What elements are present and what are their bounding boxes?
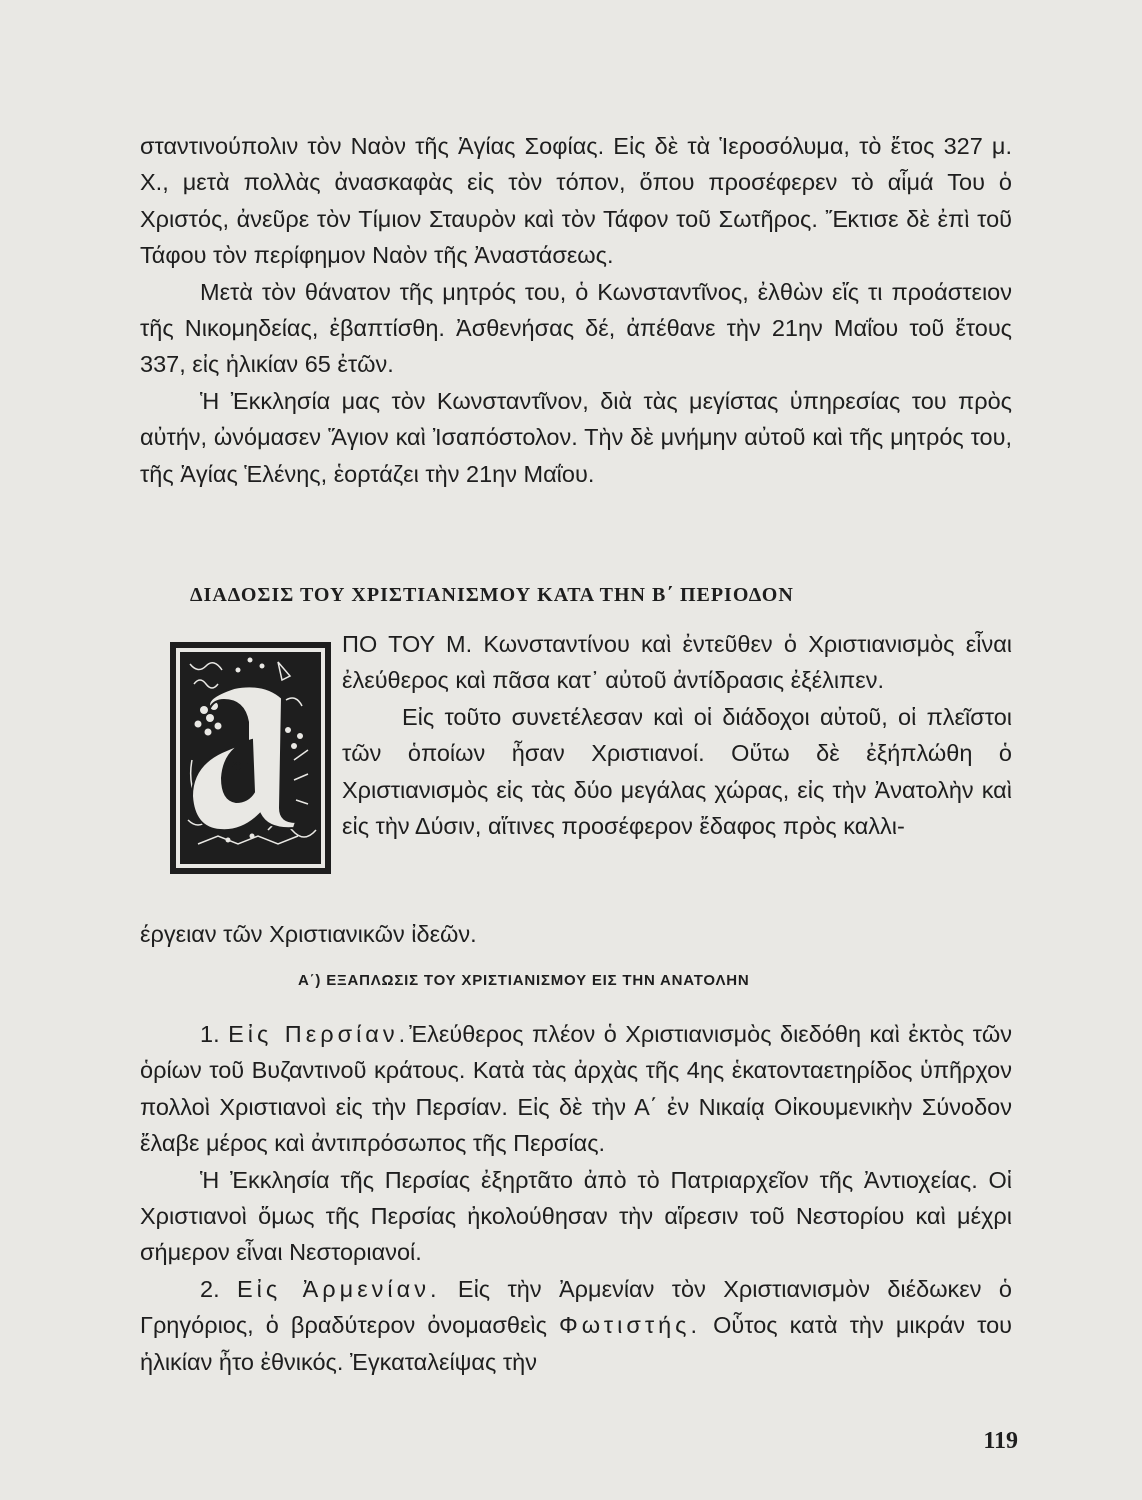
paragraph-constantine-death: Μετὰ τὸν θάνατον τῆς μητρός του, ὁ Κωνσταντῖνος, ἐλθὼν εἴς τι προάστειον τῆς Νικομηδείας, ἐβαπτίσθη. Ἀσθενήσας δέ, ἀπέθανε τὴν 21ην Μαΐου τοῦ ἔτους 337, εἰς ἡλικίαν 65 ἐτῶν. [140,278,1012,378]
east-spread-text [140,1016,1012,1380]
subsection-title: Α΄) ΕΞΑΠΛΩΣΙΣ ΤΟΥ ΧΡΙΣΤΙΑΝΙΣΜΟΥ ΕΙΣ ΤΗΝ ΑΝΑΤΟΛΗΝ [298,972,750,989]
paragraph-church-honors: Ἡ Ἐκκλησία μας τὸν Κωνσταντῖνον, διὰ τὰς μεγίστας ὑπηρεσίας του πρὸς αὐτήν, ὠνόμασεν Ἅγιον καὶ Ἰσαπόστολον. Τὴν δὲ μνήμην αὐτοῦ καὶ τῆς μητρός του, τῆς Ἁγίας Ἑλένης, ἑορτάζει τὴν 21ην Μαΐου. [140,387,1012,487]
paragraph-armenia [140,1271,1012,1380]
paragraph-hagia-sophia: σταντινούπολιν τὸν Ναὸν τῆς Ἁγίας Σοφίας. Εἰς δὲ τὰ Ἱεροσόλυμα, τὸ ἔτος 327 μ. Χ., μετὰ πολλὰς ἀνασκαφὰς εἰς τὸν τόπον, ὅπου προσέφερεν τὸ αἷμά Του ὁ Χριστός, ἀνεῦρε τὸν Τίμιον Σταυρὸν καὶ τὸν Τάφον τοῦ Σωτῆρος. Ἔκτισε δὲ ἐπὶ τοῦ Τάφου τὸν περίφημον Ναὸν τῆς Ἀναστάσεως. [140,133,1012,269]
paragraph-constantine-freedom: ΠΟ ΤΟΥ Μ. Κωνσταντίνου καὶ ἐντεῦθεν ὁ Χριστιανισμὸς εἶναι ἐλεύθερος καὶ πᾶσα κατ᾽ αὐτοῦ ἀντίδρασις ἐξέλιπεν. [342,631,1012,694]
paragraph-successors: Εἰς τοῦτο συνετέλεσαν καὶ οἱ διάδοχοι αὐτοῦ, οἱ πλεῖστοι τῶν ὁποίων ἦσαν Χριστιανοί. Οὕτω δὲ ἐξήπλώθη ὁ Χριστιανισμὸς εἰς τὰς δύο μεγάλας χώρας, εἰς τὴν Ἀνατολὴν καὶ εἰς τὴν Δύσιν, αἵτινες προσέφερον ἔδαφος πρὸς καλλι- [342,703,1012,840]
paragraph-persian-church: Ἡ Ἐκκλησία τῆς Περσίας ἐξηρτᾶτο ἀπὸ τὸ Πατριαρχεῖον τῆς Ἀντιοχείας. Οἱ Χριστιανοὶ ὅμως τῆς Περσίας ἠκολούθησαν τὴν αἵρεσιν τοῦ Νεστορίου καὶ μέχρι σήμερον εἶναι Νεστοριανοί. [140,1166,1012,1266]
opening-text [140,128,1012,492]
lead-persia: Εἰς Περσίαν. [228,1021,410,1047]
paragraph-persia [140,1016,1012,1162]
item-number: 2. [200,1275,220,1302]
armenia-text: Εἰς τὴν Ἀρμενίαν τὸν Χριστιανισμὸν διέδωκεν ὁ Γρηγόριος, ὁ βραδύτερον ὀνομασθεὶς [140,1275,1012,1339]
page-number: 119 [983,1428,1018,1454]
christianity-spread-text-tail [140,916,1012,952]
paragraph-successors-tail: έργειαν τῶν Χριστιανικῶν ἰδεῶν. [140,921,477,947]
section-title: ΔΙΑΔΟΣΙΣ ΤΟΥ ΧΡΙΣΤΙΑΝΙΣΜΟΥ ΚΑΤΑ ΤΗΝ Β΄ ΠΕΡΙΟΔΟΝ [190,584,794,606]
spaced-title: Φωτιστής. [559,1312,702,1339]
lead-armenia: Εἰς Ἀρμενίαν. [237,1275,441,1302]
persia-text: Ἐλεύθερος πλέον ὁ Χριστιανισμὸς διεδόθη καὶ ἐκτὸς τῶν ὁρίων τοῦ Βυζαντινοῦ κράτους. Κατὰ τὰς ἀρχὰς τῆς 4ης ἑκατονταετηρίδος ὑπῆρχον πολλοὶ Χριστιανοὶ εἰς τὴν Περσίαν. Εἰς δὲ τὴν Α΄ ἐν Νικαίᾳ Οἰκουμενικὴν Σύνοδον ἔλαβε μέρος καὶ ἀντιπρόσωπος τῆς Περσίας. [140,1021,1013,1157]
item-number: 1. [200,1021,220,1047]
christianity-spread-text [342,626,1012,844]
ornamental-initial-icon [168,640,333,876]
armenia-text-cont: Οὗτος κατὰ τὴν μικράν του ἡλικίαν ἦτο ἐθνικός. Ἐγκαταλείψας τὴν [140,1312,1012,1375]
